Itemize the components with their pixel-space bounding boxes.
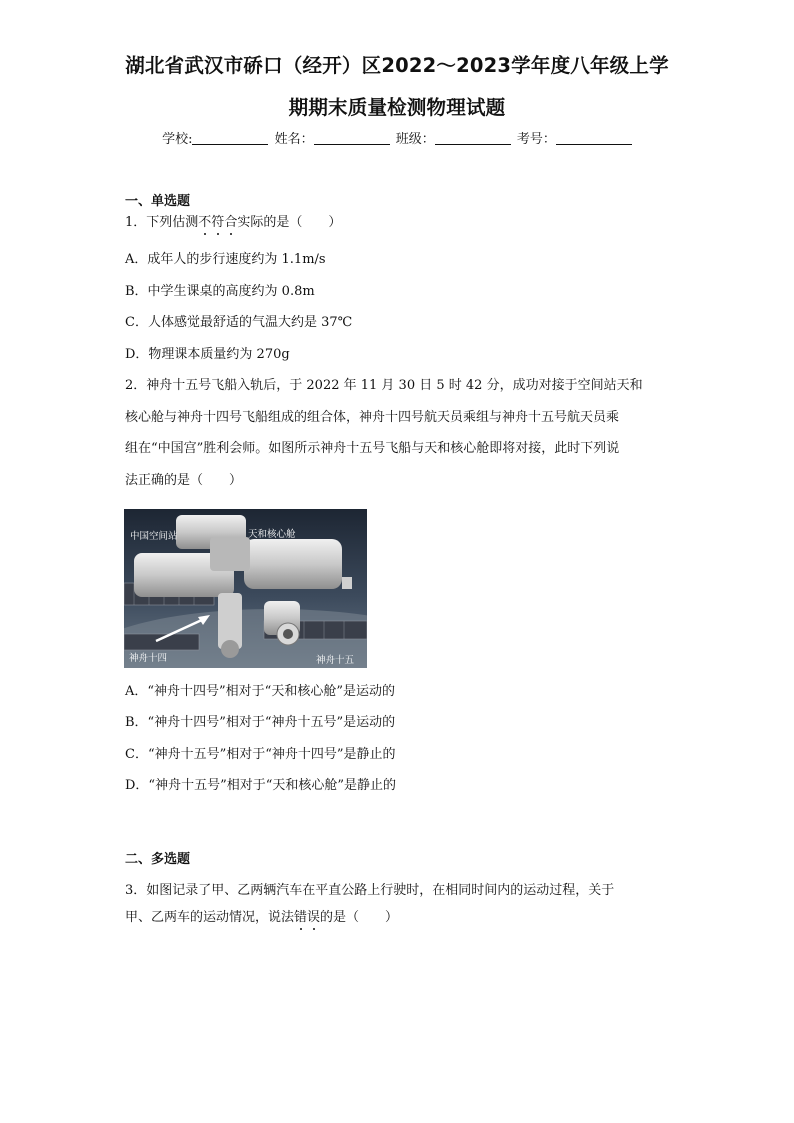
q2-stem-line-1: 2．神舟十五号飞船入轨后，于 2022 年 11 月 30 日 5 时 42 分，成功对接于空间站天和 — [125, 378, 643, 393]
student-info-row — [0, 128, 794, 147]
emphasis-char: 误 — [307, 910, 321, 925]
q3-stem-emphasis — [294, 910, 320, 925]
label-shenzhou-14: 神舟十四 — [129, 653, 168, 664]
q2-stem-line-3: 组在“中国宫”胜利会师。如图所示神舟十五号飞船与天和核心舱即将对接，此时下列说 — [125, 441, 620, 456]
q3-stem-post: 的是（ ） — [320, 910, 399, 925]
title-line-2: 期期末质量检测物理试题 — [288, 96, 506, 119]
q1-option-c[interactable]: C．人体感觉最舒适的气温大约是 37℃ — [125, 315, 353, 330]
name-blank[interactable] — [314, 132, 390, 145]
q1-option-b[interactable]: B．中学生课桌的高度约为 0.8m — [125, 284, 315, 299]
exam-no-blank[interactable] — [556, 132, 632, 145]
section-multiple-choice: 二、多选题 — [125, 852, 191, 867]
label-core-module: 天和核心舱 — [248, 529, 296, 540]
section-single-choice: 一、单选题 — [125, 194, 191, 209]
label-shenzhou-15: 神舟十五 — [316, 655, 355, 666]
label-station: 中国空间站 — [130, 531, 178, 542]
q3-stem-line-2 — [125, 906, 665, 925]
q1-stem-emphasis — [198, 215, 237, 230]
q3-stem-line-1: 3．如图记录了甲、乙两辆汽车在平直公路上行驶时，在相同时间内的运动过程，关于 — [125, 883, 615, 898]
q2-stem-line-4: 法正确的是（ ） — [125, 473, 243, 488]
q2-option-a[interactable]: A．“神舟十四号”相对于“天和核心舱”是运动的 — [125, 684, 395, 699]
school-label: 学校: — [162, 132, 193, 147]
q2-option-b[interactable]: B．“神舟十四号”相对于“神舟十五号”是运动的 — [125, 715, 396, 730]
exam-no-label: 考号： — [516, 132, 556, 147]
q1-option-d[interactable]: D．物理课本质量约为 270g — [125, 347, 290, 362]
q1-stem-pre: 1．下列估测 — [125, 215, 199, 230]
emphasis-char: 符 — [211, 215, 225, 230]
q1-stem — [125, 211, 665, 230]
class-label: 班级： — [395, 132, 435, 147]
emphasis-char: 不 — [198, 215, 212, 230]
q2-stem-line-2: 核心舱与神舟十四号飞船组成的组合体，神舟十四号航天员乘组与神舟十五号航天员乘 — [125, 410, 620, 425]
name-label: 姓名： — [274, 132, 314, 147]
q2-option-d[interactable]: D．“神舟十五号”相对于“天和核心舱”是静止的 — [125, 778, 397, 793]
class-blank[interactable] — [435, 132, 511, 145]
title-line-1: 湖北省武汉市硚口（经开）区2022～2023学年度八年级上学 — [125, 54, 669, 77]
q1-option-a[interactable]: A．成年人的步行速度约为 1.1m/s — [125, 252, 326, 267]
emphasis-char: 合 — [224, 215, 238, 230]
q1-stem-post: 实际的是（ ） — [237, 215, 342, 230]
school-blank[interactable] — [192, 132, 268, 145]
q2-option-c[interactable]: C．“神舟十五号”相对于“神舟十四号”是静止的 — [125, 747, 396, 762]
emphasis-char: 错 — [294, 910, 308, 925]
space-station-photo — [124, 509, 367, 668]
q3-stem-pre: 甲、乙两车的运动情况，说法 — [125, 910, 295, 925]
